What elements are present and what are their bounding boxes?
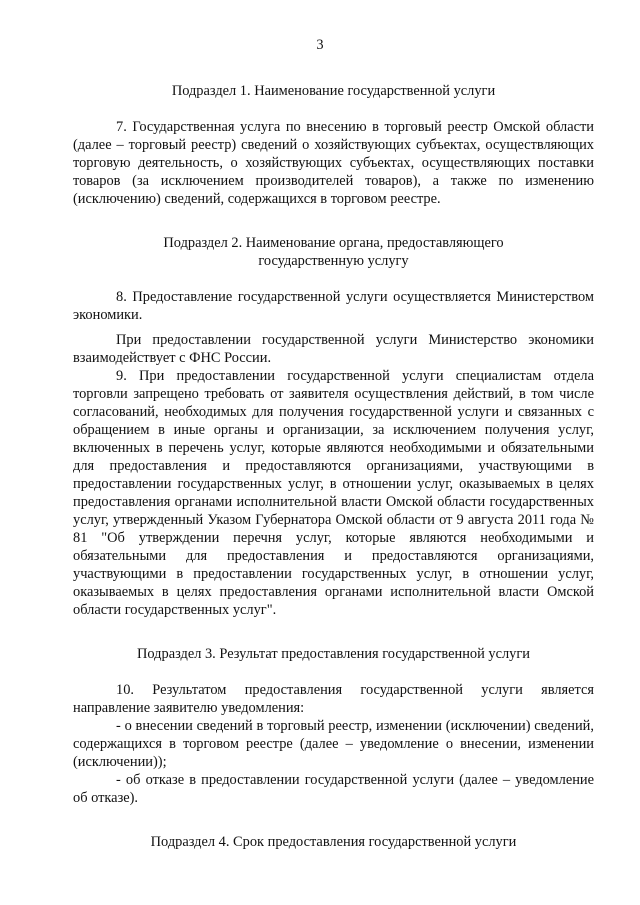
page-number: 3 (316, 37, 324, 53)
subsection-1-title: Подраздел 1. Наименование государственной услуги (171, 83, 496, 99)
subsection-4-title: Подраздел 4. Срок предоставления государственной услуги (150, 834, 517, 850)
subsection-2-title-line2: государственную услугу (258, 253, 409, 269)
page-content (73, 0, 594, 851)
subsection-3-title: Подраздел 3. Результат предоставления государственной услуги (137, 646, 530, 662)
paragraph-8: 8. Предоставление государственной услуги осуществляется Министерством экономики. (73, 289, 594, 323)
paragraph-10: 10. Результатом предоставления государственной услуги является направление заявителю уведомления: (73, 682, 594, 716)
paragraph-8-cont: При предоставлении государственной услуги Министерство экономики взаимодействует с ФНС России. (73, 332, 594, 366)
subsection-2-title-line1: Подраздел 2. Наименование органа, предоставляющего (163, 235, 504, 251)
paragraph-9: 9. При предоставлении государственной услуги специалистам отдела торговли запрещено требовать от заявителя осуществления действий, в том числе согласований, необходимых для получения государственной услуги и связанных с обращением в иные органы и организации, за исключением получения услуг, включенных в перечень услуг, которые являются необходимыми и обязательными для предоставления и предоставляются организациями, участвующими в предоставлении государственных услуг, в отношении услуг, оказываемых в целях предоставления органами исполнительной власти Омской области государственных услуг, утвержденный Указом Губернатора Омской области от 9 августа 2011 года № 81 "Об утверждении перечня услуг, которые являются необходимыми и обязательными для предоставления и предоставляются организациями, участвующими в предоставлении государственных услуг, в отношении услуг, оказываемых в целях предоставления органами исполнительной власти Омской области государственных услуг". (73, 368, 594, 618)
list-item-refusal: - об отказе в предоставлении государственной услуги (далее – уведомление об отказе). (73, 772, 594, 806)
list-item-notification: - о внесении сведений в торговый реестр, изменении (исключении) сведений, содержащихся в торговом реестре (далее – уведомление о внесении, изменении (исключении)); (73, 718, 594, 770)
paragraph-7: 7. Государственная услуга по внесению в торговый реестр Омской области (далее – торговый реестр) сведений о хозяйствующих субъектах, осуществляющих торговую деятельность, о хозяйствующих субъектах, осуществляющих поставки товаров (за исключением производителей товаров), а также по изменению (исключению) сведений, содержащихся в торговом реестре. (73, 119, 594, 207)
